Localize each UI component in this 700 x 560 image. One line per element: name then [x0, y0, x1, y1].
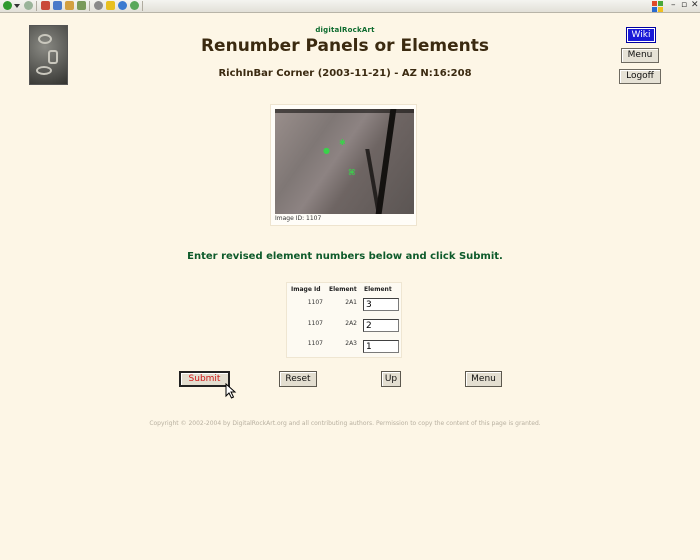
forward-icon[interactable] [24, 1, 33, 10]
element-cell: 2A1 [345, 299, 357, 306]
stop-icon[interactable] [41, 1, 50, 10]
element-cell: 2A3 [345, 340, 357, 347]
back-icon[interactable] [3, 1, 12, 10]
submit-button[interactable]: Submit [179, 371, 230, 387]
close-button[interactable]: ✕ [691, 0, 699, 10]
image-id-cell: 1107 [307, 340, 323, 347]
back-dropdown-icon[interactable] [14, 4, 20, 8]
favorites-icon[interactable] [106, 1, 115, 10]
logoff-button[interactable]: Logoff [619, 69, 661, 84]
new-element-input[interactable] [363, 340, 399, 353]
up-button[interactable]: Up [381, 371, 401, 387]
brand-name: digitalRockArt [315, 26, 375, 34]
menu-button[interactable]: Menu [621, 48, 659, 63]
mail-icon[interactable] [130, 1, 139, 10]
home-icon[interactable] [65, 1, 74, 10]
copyright-text: Copyright © 2002-2004 by DigitalRockArt.org and all contributing authors. Permission to copy the content of this page is granted. [149, 420, 541, 427]
column-header: Image Id [291, 286, 321, 293]
page-subtitle: RichInBar Corner (2003-11-21) - AZ N:16:208 [218, 68, 472, 79]
new-element-input[interactable] [363, 319, 399, 332]
column-header: Element [329, 286, 357, 293]
media-icon[interactable] [118, 1, 127, 10]
element-cell: 2A2 [345, 320, 357, 327]
instructions-text: Enter revised element numbers below and click Submit. [187, 251, 503, 262]
minimize-button[interactable]: – [671, 0, 676, 10]
windows-logo-icon [651, 0, 664, 12]
image-id-cell: 1107 [307, 320, 323, 327]
element-marker: ● [323, 146, 330, 155]
new-element-input[interactable] [363, 298, 399, 311]
image-caption: Image ID: 1107 [275, 215, 322, 222]
menu-bottom-button[interactable]: Menu [465, 371, 502, 387]
browser-toolbar [0, 0, 700, 13]
search-icon[interactable] [94, 1, 103, 10]
column-header: Element [364, 286, 392, 293]
wiki-button[interactable]: Wiki [627, 28, 655, 42]
image-id-cell: 1107 [307, 299, 323, 306]
refresh-icon[interactable] [53, 1, 62, 10]
rock-art-photo[interactable] [275, 109, 414, 214]
page-title: Renumber Panels or Elements [200, 36, 490, 56]
mouse-cursor-icon [225, 383, 237, 399]
history-icon[interactable] [77, 1, 86, 10]
element-marker: ⌘ [348, 168, 356, 177]
image-card [270, 104, 417, 226]
element-marker: ✱ [339, 138, 346, 147]
restore-button[interactable]: ▫ [681, 0, 688, 10]
reset-button[interactable]: Reset [279, 371, 317, 387]
element-table [286, 282, 402, 358]
